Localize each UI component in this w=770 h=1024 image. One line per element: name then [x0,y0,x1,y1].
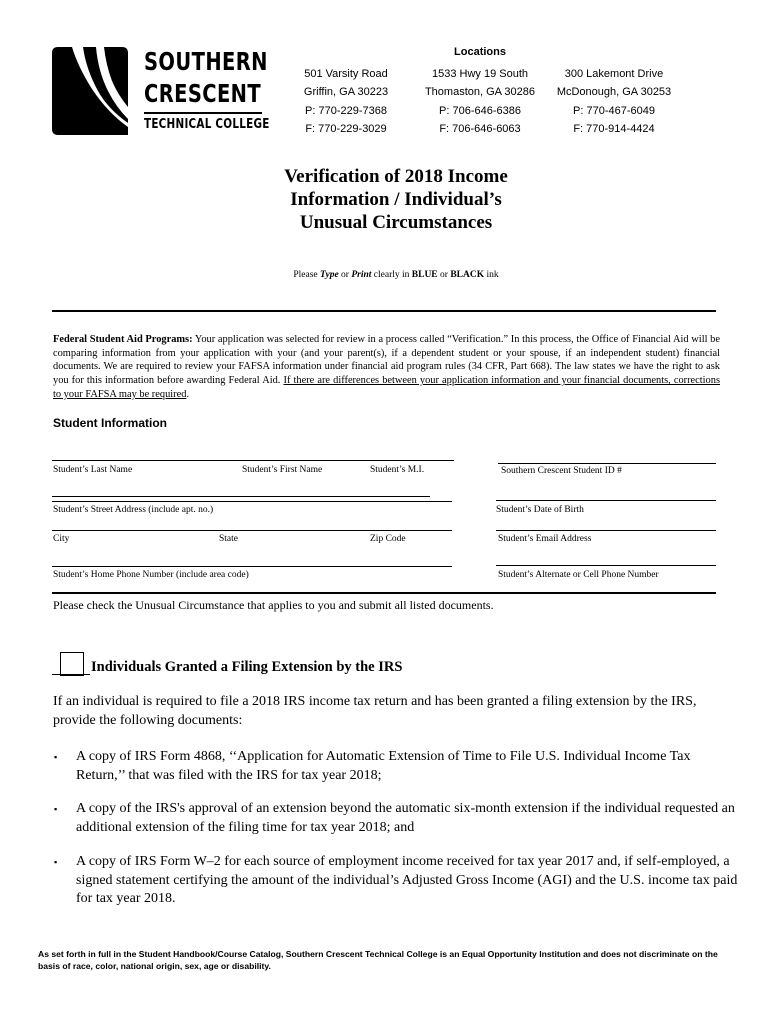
ink-print: Print [351,270,372,280]
document-bullet-3: A copy of IRS Form W–2 for each source of employment income received for tax year 2017 and, if self-employed, a signed statement certifying the amount of the individual’s Adjusted Gross Income (AGI) and the U.S. income tax paid for tax year 2018. [76,854,738,906]
filing-extension-heading: Individuals Granted a Filing Extension by the IRS [91,659,403,675]
home-phone-label: Student’s Home Phone Number (include area code) [53,570,249,580]
location-mcdonough [544,65,684,138]
ink-text: or [437,270,451,280]
ink-instruction [160,270,632,280]
home-phone-field-line[interactable] [52,566,452,567]
ink-text: or [338,270,352,280]
city-field-line[interactable] [52,530,452,531]
title-line-3: Unusual Circumstances [299,212,493,233]
ink-text: ink [484,270,499,280]
mi-label: Student’s M.I. [370,465,425,475]
location-phone: P: 770-467-6049 [573,104,655,117]
college-logo-mark [52,47,128,135]
document-bullet-2: A copy of the IRS's approval of an extension beyond the automatic six-month extension if the individual requested an additional extension of the filing time for tax year 2018; and [76,801,735,835]
location-thomaston [410,65,550,138]
circumstance-instruction: Please check the Unusual Circumstance that applies to you and submit all listed documents. [53,598,494,612]
last-name-label: Student’s Last Name [53,465,133,475]
alt-phone-field-line[interactable] [496,565,716,566]
filing-extension-checkbox[interactable] [60,652,84,676]
locations-heading: Locations [454,46,506,58]
checkbox-underline [52,674,90,675]
student-info-heading: Student Information [53,416,167,430]
first-name-label: Student’s First Name [242,465,323,475]
street-label: Student’s Street Address (include apt. no.) [53,505,214,515]
street-dashes [52,496,430,497]
intro-end: . [186,388,190,400]
city-label: City [53,534,70,544]
location-phone: P: 706-646-6386 [439,104,521,117]
name-field-line[interactable] [52,460,454,461]
location-fax: F: 770-914-4424 [573,122,655,135]
header-divider [52,310,716,312]
ink-type: Type [320,270,339,280]
location-address: 501 Varsity Road [304,68,388,80]
location-griffin [276,65,416,138]
logo-text-southern: SOUTHERN [144,47,268,76]
intro-body: Your application was selected for review in a process called “Verification.” In this process, the Office of Financial Aid will be comparing information from your application with your (and your parent(s), if a dependent student or your spouse, if an independent student) financial documents. We are required to review your FAFSA information under financial aid program rules (34 CFR, Part 668). The law states we have the right to ask you for this information before awarding Federal Aid. [53,334,720,387]
ink-text: Please [293,270,321,280]
location-city: Griffin, GA 30223 [303,86,389,99]
intro-paragraph [53,333,720,402]
student-id-field-line[interactable] [498,463,716,464]
ink-blue: BLUE [411,270,438,280]
equal-opportunity-footer: As set forth in full in the Student Handbook/Course Catalog, Southern Crescent Technical College is an Equal Opportunity Institution and does not discriminate on the basis of race, color, national origin, sex, age or disability. [38,949,718,971]
document-title [200,165,592,234]
location-city: Thomaston, GA 30286 [424,86,536,99]
street-field-line[interactable] [52,501,452,502]
bullet-icon: ▪ [54,804,58,814]
dob-label: Student’s Date of Birth [496,505,584,515]
ink-black: BLACK [450,270,485,280]
location-phone: P: 770-229-7368 [305,104,387,117]
location-address: 1533 Hwy 19 South [431,68,528,80]
section-divider [52,592,716,594]
title-line-2: Information / Individual’s [290,189,502,210]
dob-field-line[interactable] [496,500,716,501]
location-address: 300 Lakemont Drive [564,68,664,80]
email-label: Student’s Email Address [498,534,592,544]
zip-label: Zip Code [370,534,406,544]
location-fax: F: 706-646-6063 [439,122,521,135]
student-id-label: Southern Crescent Student ID # [501,466,622,476]
logo-text-crescent: CRESCENT [144,79,262,108]
intro-underlined: If there are differences between your application information and your financial documents, corrections to your FAFSA may be required [53,375,720,400]
title-line-1: Verification of 2018 Income [284,166,508,187]
location-fax: F: 770-229-3029 [305,122,387,135]
filing-extension-intro: If an individual is required to file a 2018 IRS income tax return and has been granted a filing extension by the IRS, provide the following documents: [53,694,697,728]
logo-text-technical-college: TECHNICAL COLLEGE [144,117,270,132]
location-city: McDonough, GA 30253 [556,86,672,99]
alt-phone-label: Student’s Alternate or Cell Phone Number [498,570,659,580]
bullet-icon: ▪ [54,857,58,867]
email-field-line[interactable] [496,530,716,531]
intro-label: Federal Student Aid Programs: [53,334,193,345]
logo-divider [144,112,262,114]
ink-text: clearly in [371,270,412,280]
document-bullet-1: A copy of IRS Form 4868, ‘‘Application for Automatic Extension of Time to File U.S. Individual Income Tax Return,’’ that was filed with the IRS for tax year 2018; [76,749,691,783]
bullet-icon: ▪ [54,752,58,762]
state-label: State [219,534,238,544]
